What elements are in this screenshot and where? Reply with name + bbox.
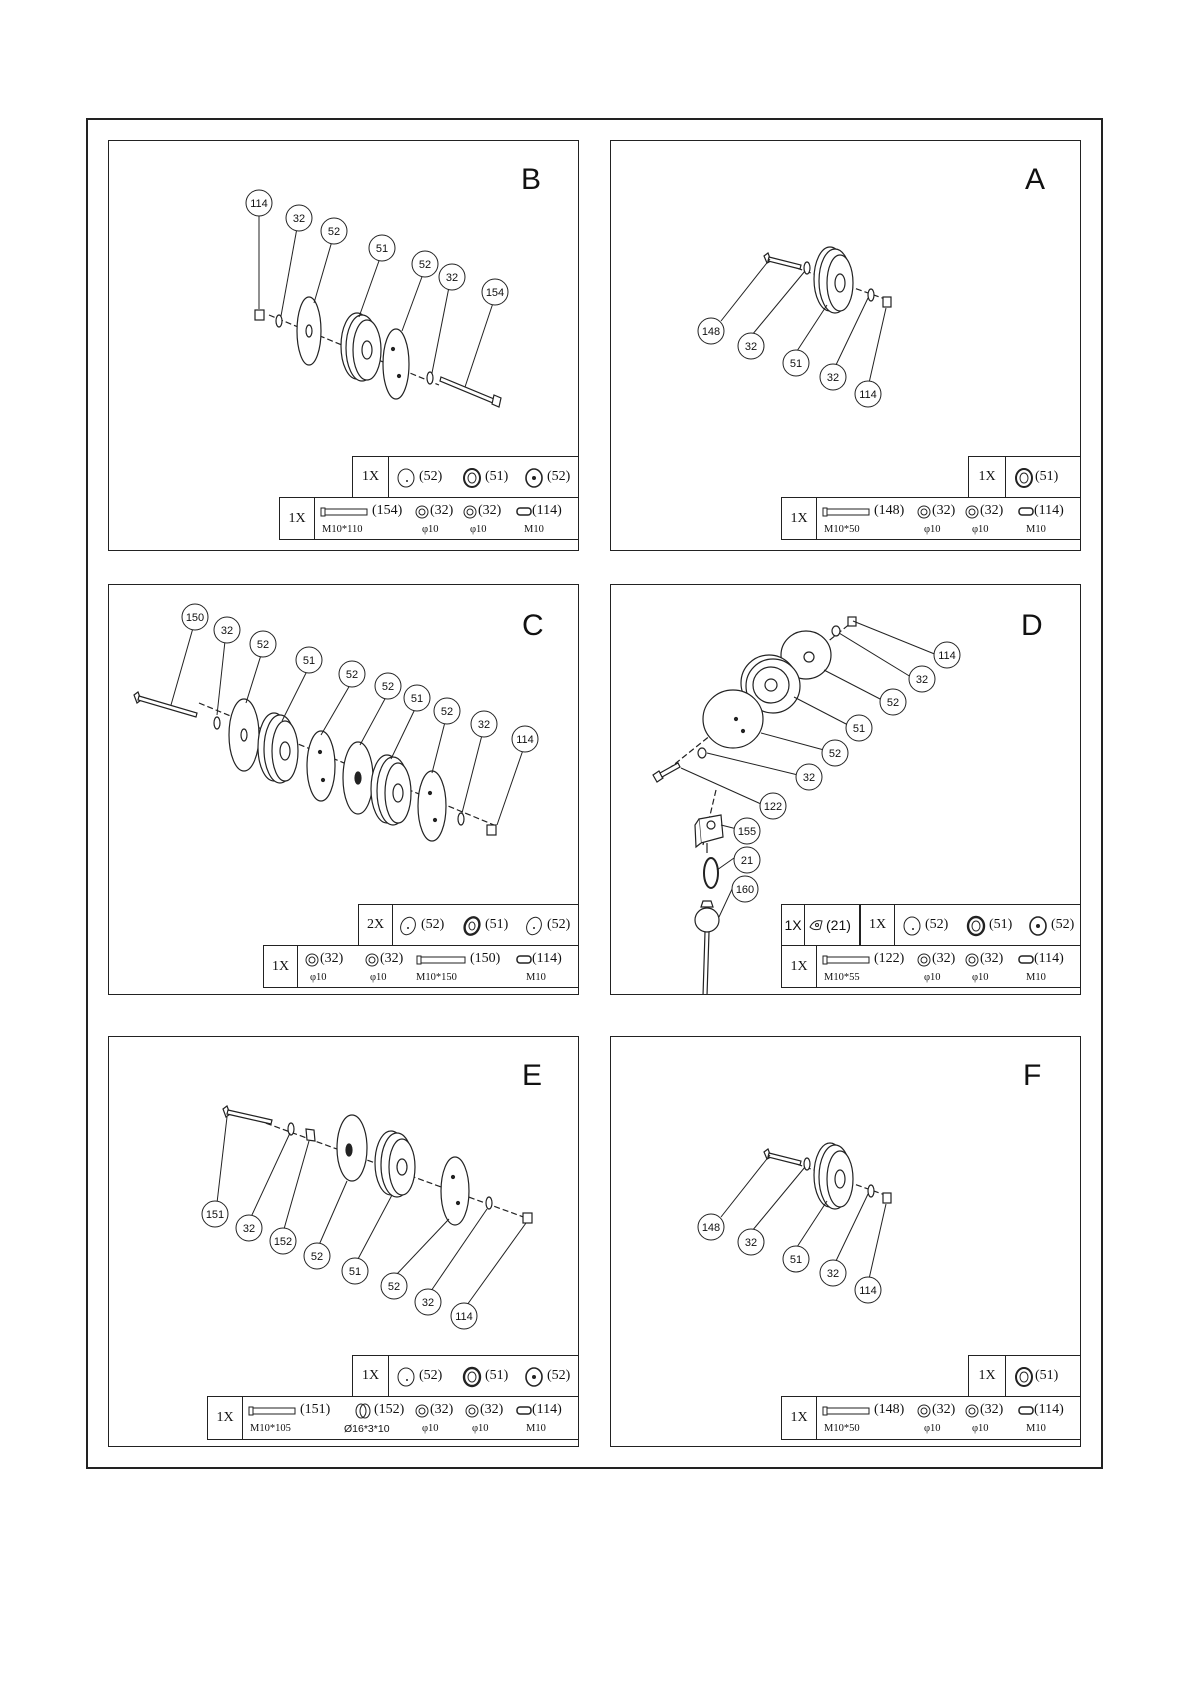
callout-label: 32 bbox=[802, 772, 816, 784]
part-ref: (32) bbox=[980, 503, 1004, 518]
quantity: 1X bbox=[782, 905, 805, 945]
panel-letter: F bbox=[1023, 1059, 1042, 1092]
part-spec: M10*150 bbox=[416, 972, 457, 983]
part-ref: (51) bbox=[485, 917, 509, 932]
bolt-icon bbox=[416, 954, 468, 966]
part-ref: (52) bbox=[925, 917, 949, 932]
callout-label: 114 bbox=[516, 734, 534, 746]
part-ref: (32) bbox=[380, 951, 404, 966]
washer-icon bbox=[916, 952, 932, 968]
bolt-icon bbox=[320, 506, 370, 518]
callout-label: 32 bbox=[292, 213, 306, 225]
callout-label: 154 bbox=[485, 287, 505, 299]
part-spec: φ10 bbox=[924, 524, 941, 535]
callout-label: 114 bbox=[938, 650, 956, 662]
callout-label: 51 bbox=[375, 243, 389, 255]
part-spec: Ø16*3*10 bbox=[344, 1423, 390, 1435]
bolt-icon bbox=[822, 954, 872, 966]
part-ref: (32) bbox=[430, 1402, 454, 1417]
parts-table-row-2 bbox=[781, 945, 1081, 988]
part-ref: (32) bbox=[980, 1402, 1004, 1417]
disc-52-icon bbox=[397, 915, 419, 937]
disc-52-icon bbox=[523, 467, 545, 489]
part-ref: (148) bbox=[874, 503, 905, 518]
part-ref: (114) bbox=[1034, 503, 1064, 518]
part-ref: (51) bbox=[1035, 469, 1059, 484]
bolt-icon bbox=[248, 1405, 298, 1417]
part-spec: M10*105 bbox=[250, 1423, 291, 1434]
quantity: 1X bbox=[208, 1397, 243, 1439]
callout-label: 51 bbox=[348, 1266, 362, 1278]
quantity: 1X bbox=[782, 1397, 817, 1439]
callout-label: 51 bbox=[852, 723, 866, 735]
part-ref: (51) bbox=[485, 469, 509, 484]
part-spec: φ10 bbox=[472, 1423, 489, 1434]
part-spec: φ10 bbox=[972, 972, 989, 983]
pulley-51-icon bbox=[1013, 467, 1035, 489]
washer-icon bbox=[964, 504, 980, 520]
part-ref: (52) bbox=[547, 469, 571, 484]
part-ref: (32) bbox=[932, 1402, 956, 1417]
carabiner-icon bbox=[808, 917, 826, 933]
part-ref: (154) bbox=[372, 503, 403, 518]
nut-icon bbox=[516, 506, 532, 518]
part-spec: M10 bbox=[1026, 972, 1046, 983]
pulley-51-icon bbox=[1013, 1366, 1035, 1388]
washer-icon bbox=[916, 1403, 932, 1419]
callout-label: 51 bbox=[789, 1254, 803, 1266]
parts-table-row-1 bbox=[352, 1355, 579, 1397]
part-ref: (52) bbox=[421, 917, 445, 932]
panel-d bbox=[610, 584, 1081, 995]
disc-52-icon bbox=[1027, 915, 1049, 937]
panel-letter: B bbox=[521, 163, 542, 196]
washer-icon bbox=[964, 952, 980, 968]
parts-table-row-2 bbox=[781, 1396, 1081, 1440]
disc-52-icon bbox=[395, 1366, 417, 1388]
panel-letter: E bbox=[522, 1059, 543, 1092]
part-ref: (52) bbox=[1051, 917, 1075, 932]
nut-icon bbox=[516, 1405, 532, 1417]
part-ref: (52) bbox=[547, 917, 571, 932]
part-spec: φ10 bbox=[422, 1423, 439, 1434]
pulley-51-icon bbox=[461, 915, 483, 937]
part-ref: (114) bbox=[532, 1402, 562, 1417]
quantity: 1X bbox=[353, 457, 389, 497]
callout-label: 52 bbox=[256, 639, 270, 651]
parts-table-row-1 bbox=[358, 904, 579, 946]
parts-table-row-2 bbox=[263, 945, 579, 988]
callout-label: 32 bbox=[826, 1268, 840, 1280]
part-ref: (114) bbox=[532, 951, 562, 966]
parts-table-row-2 bbox=[781, 497, 1081, 540]
part-spec: M10 bbox=[1026, 524, 1046, 535]
callout-label: 32 bbox=[744, 341, 758, 353]
parts-table-row-2 bbox=[207, 1396, 579, 1440]
parts-table-row-2 bbox=[279, 497, 579, 540]
callout-label: 52 bbox=[345, 669, 359, 681]
callout-label: 52 bbox=[886, 697, 900, 709]
callout-label: 122 bbox=[763, 801, 783, 813]
washer-icon bbox=[916, 504, 932, 520]
panel-c bbox=[108, 584, 579, 995]
callout-label: 148 bbox=[701, 1222, 721, 1234]
part-spec: φ10 bbox=[924, 1423, 941, 1434]
part-spec: M10 bbox=[526, 1423, 546, 1434]
nut-icon bbox=[1018, 506, 1034, 518]
part-ref: (51) bbox=[989, 917, 1013, 932]
callout-label: 114 bbox=[859, 389, 877, 401]
part-spec: φ10 bbox=[972, 524, 989, 535]
callout-label: 21 bbox=[740, 855, 754, 867]
pulley-51-icon bbox=[965, 915, 987, 937]
callout-label: 150 bbox=[185, 612, 205, 624]
part-ref: (32) bbox=[980, 951, 1004, 966]
part-ref: (52) bbox=[419, 1368, 443, 1383]
washer-icon bbox=[414, 1403, 430, 1419]
part-spec: φ10 bbox=[972, 1423, 989, 1434]
panel-e bbox=[108, 1036, 579, 1447]
callout-label: 32 bbox=[421, 1297, 435, 1309]
callout-label: 152 bbox=[273, 1236, 293, 1248]
part-spec: φ10 bbox=[422, 524, 439, 535]
part-ref: (51) bbox=[1035, 1368, 1059, 1383]
disc-52-icon bbox=[395, 467, 417, 489]
disc-52-icon bbox=[523, 915, 545, 937]
part-ref: (32) bbox=[430, 503, 454, 518]
parts-table-row-1 bbox=[352, 456, 579, 498]
part-spec: φ10 bbox=[310, 972, 327, 983]
quantity: 1X bbox=[969, 1356, 1006, 1396]
quantity: 1X bbox=[969, 457, 1006, 497]
callout-label: 32 bbox=[445, 272, 459, 284]
parts-table-row-1 bbox=[968, 456, 1081, 498]
part-spec: M10*50 bbox=[824, 1423, 860, 1434]
quantity: 1X bbox=[353, 1356, 389, 1396]
part-ref: (51) bbox=[485, 1368, 509, 1383]
part-ref: (151) bbox=[300, 1402, 331, 1417]
quantity: 1X bbox=[280, 498, 315, 539]
panel-letter: C bbox=[522, 609, 544, 642]
spacer-icon bbox=[354, 1402, 372, 1420]
part-ref: (150) bbox=[470, 951, 501, 966]
part-ref: (32) bbox=[478, 503, 502, 518]
part-ref: (148) bbox=[874, 1402, 905, 1417]
callout-label: 114 bbox=[859, 1285, 877, 1297]
callout-label: 52 bbox=[327, 226, 341, 238]
parts-table-carabiner bbox=[781, 904, 860, 946]
callout-label: 52 bbox=[418, 259, 432, 271]
washer-icon bbox=[364, 952, 380, 968]
part-ref: (32) bbox=[480, 1402, 504, 1417]
callout-label: 32 bbox=[744, 1237, 758, 1249]
nut-icon bbox=[516, 954, 532, 966]
callout-label: 155 bbox=[737, 826, 757, 838]
callout-label: 32 bbox=[242, 1223, 256, 1235]
part-ref: (114) bbox=[1034, 1402, 1064, 1417]
part-ref: (114) bbox=[1034, 951, 1064, 966]
callout-label: 114 bbox=[455, 1311, 473, 1323]
callout-label: 52 bbox=[828, 748, 842, 760]
quantity: 1X bbox=[264, 946, 298, 987]
callout-label: 148 bbox=[701, 326, 721, 338]
panel-a bbox=[610, 140, 1081, 551]
disc-52-icon bbox=[523, 1366, 545, 1388]
part-ref: (21) bbox=[826, 917, 851, 933]
part-spec: φ10 bbox=[470, 524, 487, 535]
callout-label: 32 bbox=[915, 674, 929, 686]
quantity: 1X bbox=[861, 905, 895, 945]
part-spec: M10*110 bbox=[322, 524, 363, 535]
quantity: 1X bbox=[782, 498, 817, 539]
bolt-icon bbox=[822, 1405, 872, 1417]
callout-label: 160 bbox=[735, 884, 755, 896]
part-spec: φ10 bbox=[370, 972, 387, 983]
nut-icon bbox=[1018, 1405, 1034, 1417]
part-ref: (32) bbox=[932, 503, 956, 518]
callout-label: 151 bbox=[205, 1209, 225, 1221]
callout-label: 51 bbox=[789, 358, 803, 370]
part-ref: (152) bbox=[374, 1402, 405, 1417]
nut-icon bbox=[1018, 954, 1034, 966]
part-spec: M10 bbox=[526, 972, 546, 983]
callout-label: 114 bbox=[250, 198, 268, 210]
part-spec: φ10 bbox=[924, 972, 941, 983]
quantity: 2X bbox=[359, 905, 393, 945]
washer-icon bbox=[464, 1403, 480, 1419]
panel-f bbox=[610, 1036, 1081, 1447]
part-spec: M10 bbox=[1026, 1423, 1046, 1434]
panel-letter: A bbox=[1025, 163, 1046, 196]
washer-icon bbox=[414, 504, 430, 520]
callout-label: 52 bbox=[387, 1281, 401, 1293]
parts-table-row-1 bbox=[968, 1355, 1081, 1397]
callout-label: 52 bbox=[440, 706, 454, 718]
part-ref: (32) bbox=[320, 951, 344, 966]
disc-52-icon bbox=[901, 915, 923, 937]
callout-label: 52 bbox=[381, 681, 395, 693]
part-ref: (52) bbox=[419, 469, 443, 484]
quantity: 1X bbox=[782, 946, 817, 987]
panel-letter: D bbox=[1021, 609, 1043, 642]
washer-icon bbox=[304, 952, 320, 968]
parts-table-row-1 bbox=[860, 904, 1081, 946]
callout-label: 51 bbox=[410, 693, 424, 705]
part-ref: (114) bbox=[532, 503, 562, 518]
callout-label: 32 bbox=[826, 372, 840, 384]
part-ref: (32) bbox=[932, 951, 956, 966]
part-spec: M10*55 bbox=[824, 972, 860, 983]
part-spec: M10 bbox=[524, 524, 544, 535]
panel-b bbox=[108, 140, 579, 551]
bolt-icon bbox=[822, 506, 872, 518]
pulley-51-icon bbox=[461, 467, 483, 489]
callout-label: 32 bbox=[220, 625, 234, 637]
callout-label: 32 bbox=[477, 719, 491, 731]
washer-icon bbox=[462, 504, 478, 520]
callout-label: 51 bbox=[302, 655, 316, 667]
callout-label: 52 bbox=[310, 1251, 324, 1263]
washer-icon bbox=[964, 1403, 980, 1419]
part-ref: (122) bbox=[874, 951, 905, 966]
pulley-51-icon bbox=[461, 1366, 483, 1388]
part-spec: M10*50 bbox=[824, 524, 860, 535]
part-ref: (52) bbox=[547, 1368, 571, 1383]
